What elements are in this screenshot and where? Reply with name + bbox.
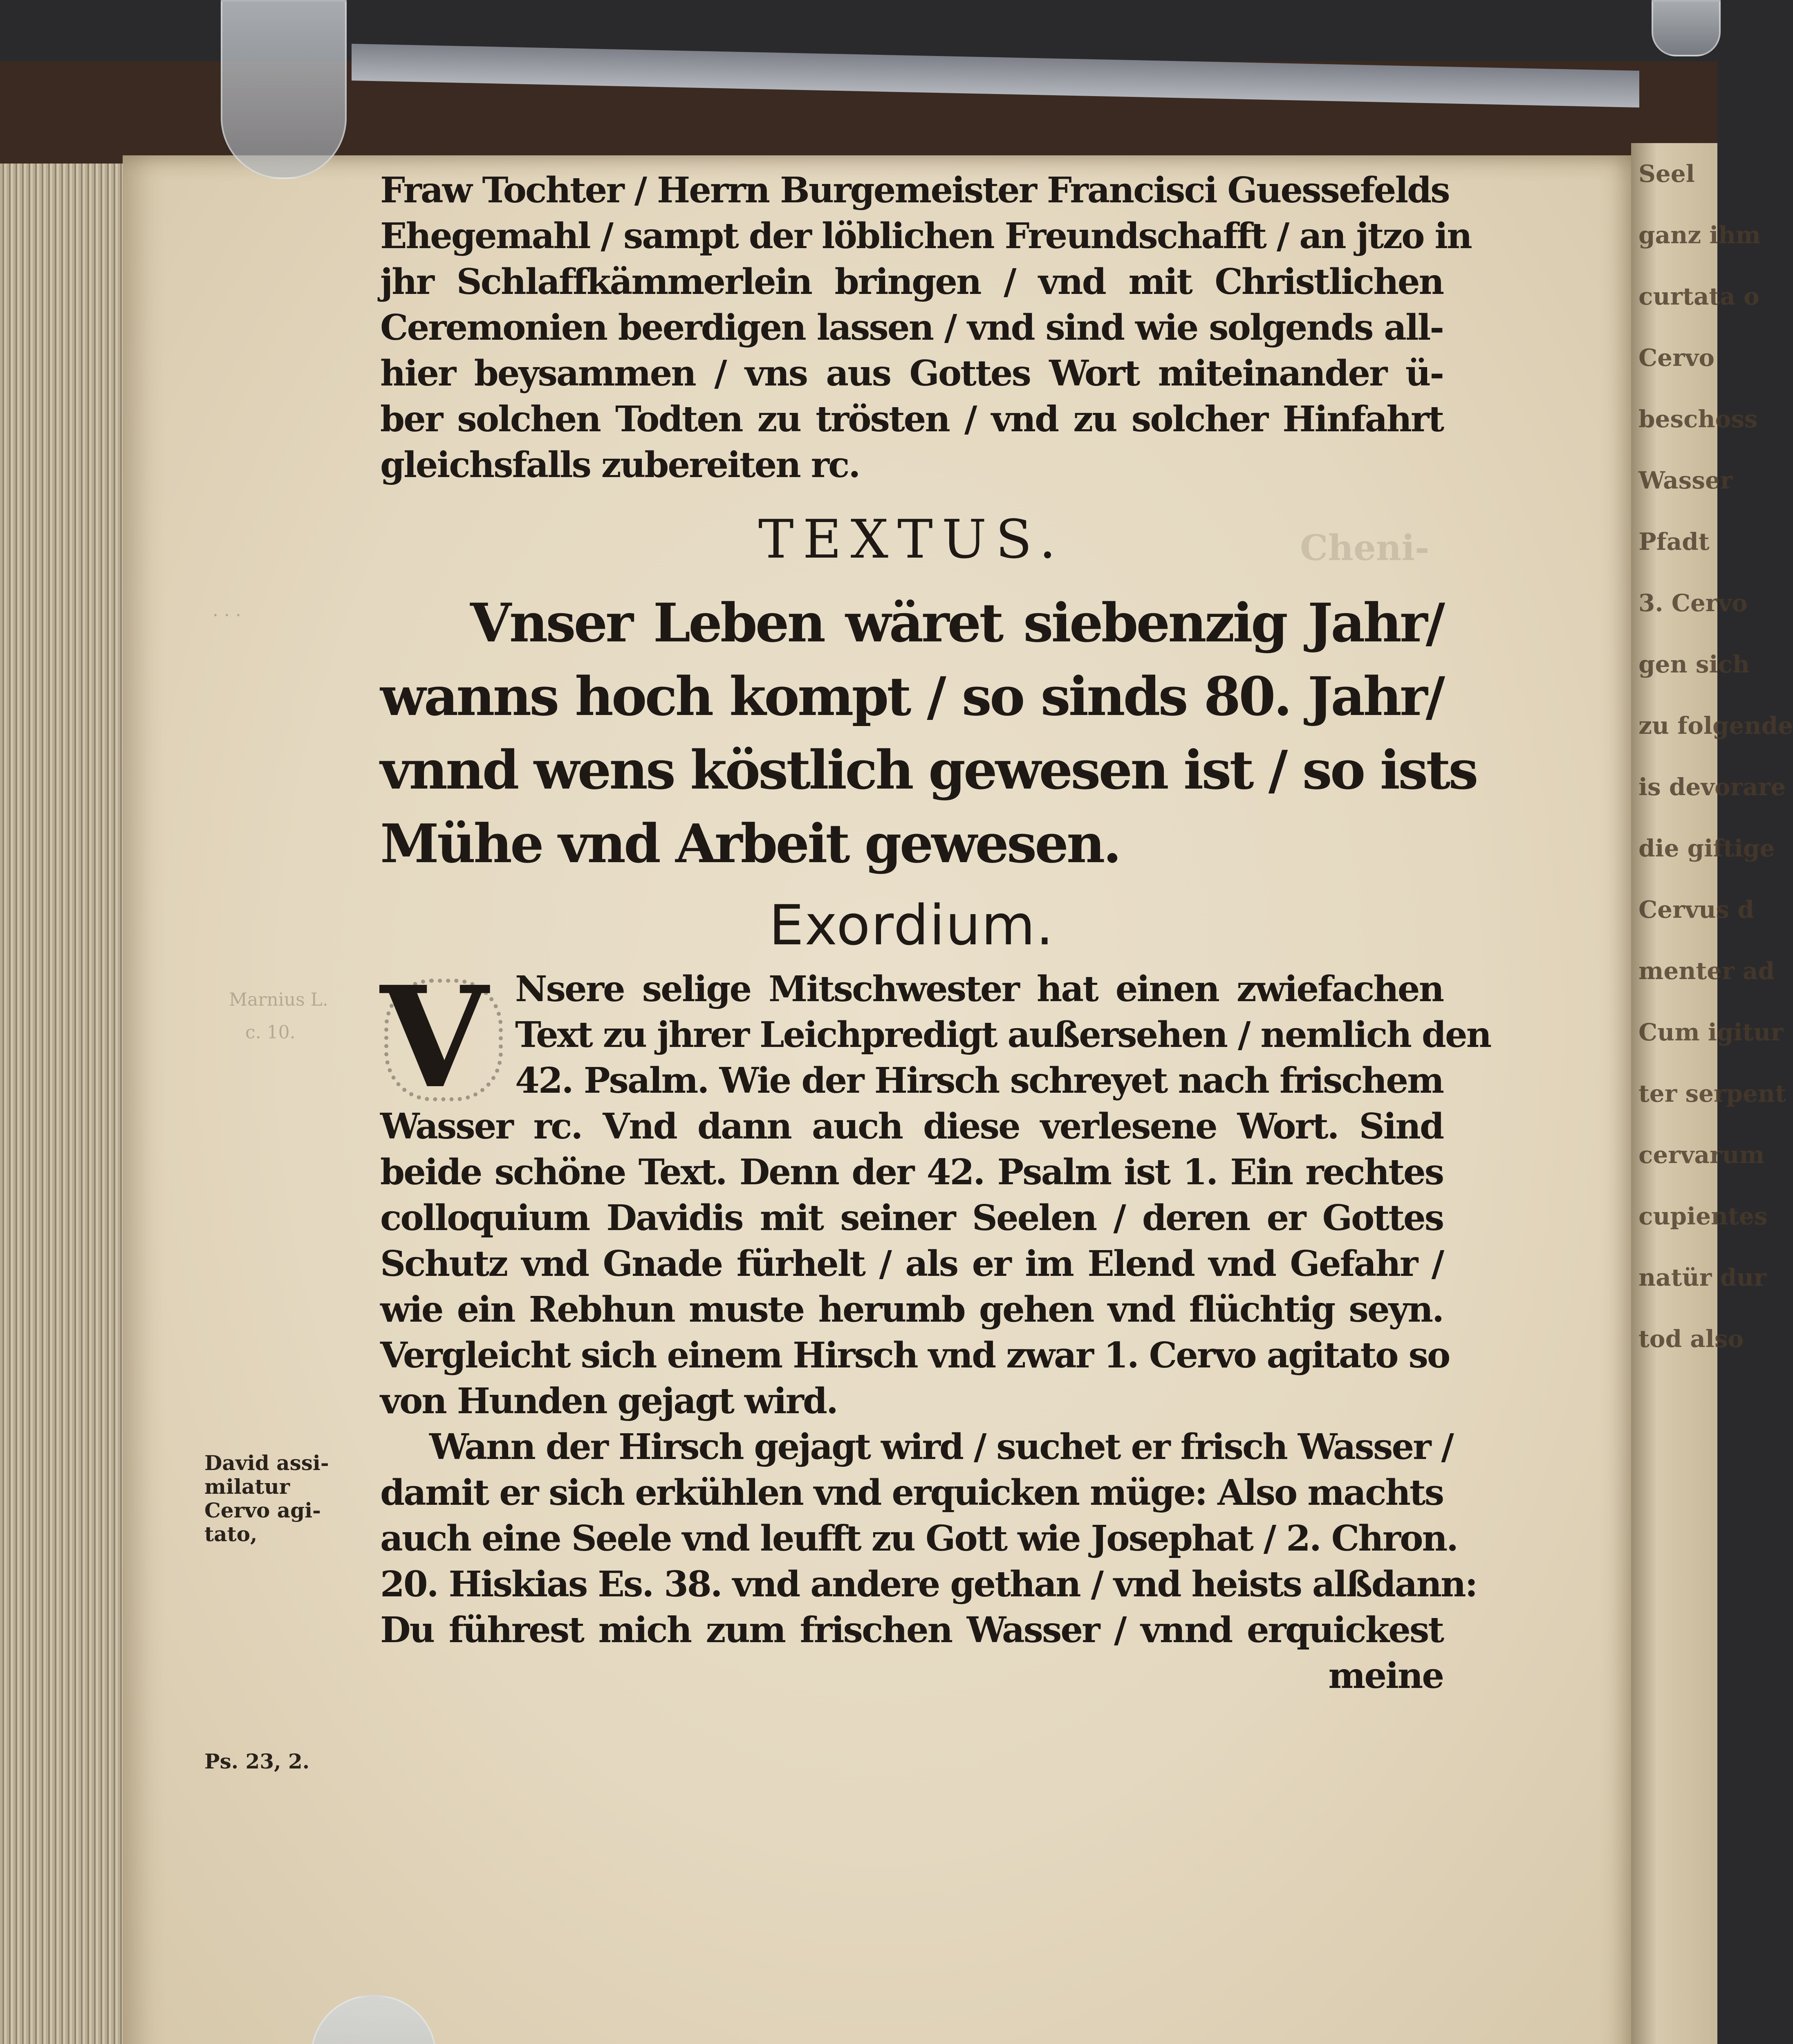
intro-line: hier beysammen / vns aus Gottes Wort miteinander ü- — [380, 353, 1443, 394]
margin-note-line: tato, — [204, 1522, 258, 1546]
second-paragraph — [380, 1424, 1477, 1653]
facing-page-fragment: curtata o — [1638, 282, 1759, 310]
verse-line: vnnd wens köstlich gewesen ist / so ists — [380, 739, 1477, 801]
facing-page-fragment: 3. Cervo — [1638, 589, 1748, 617]
facing-page-fragment: cervarum — [1638, 1141, 1765, 1169]
intro-line: Fraw Tochter / Herrn Burgemeister Francisci Guessefelds — [380, 170, 1449, 211]
facing-page-fragment: Cervus d — [1638, 896, 1754, 923]
exordium-heading: Exordium. — [769, 893, 1054, 957]
facing-page-edge — [1631, 143, 1793, 2044]
margin-note-david — [204, 1451, 360, 1546]
facing-page-fragment: tod also — [1638, 1325, 1744, 1353]
margin-note-line: Cervo agi- — [204, 1498, 321, 1522]
exordium-line: 42. Psalm. Wie der Hirsch schreyet nach frischem — [515, 1060, 1443, 1101]
exordium-line: beide schöne Text. Denn der 42. Psalm ist 1. Ein rechtes — [380, 1152, 1443, 1193]
bleed-mark-ref: c. 10. — [245, 1022, 296, 1043]
facing-page-fragment: beschoss — [1638, 405, 1758, 433]
facing-page-fragment: menter ad — [1638, 957, 1775, 985]
facing-page-fragment: is devorare — [1638, 773, 1786, 801]
verse-line: wanns hoch kompt / so sinds 80. Jahr/ — [380, 665, 1443, 728]
margin-note-line: David assi- — [204, 1451, 329, 1475]
exordium-line: wie ein Rebhun muste herumb gehen vnd flüchtig seyn. — [380, 1289, 1443, 1330]
drop-cap: V — [380, 970, 515, 1105]
bleed-mark: · · · — [213, 605, 241, 626]
bleed-mark-marnius: Marnius L. — [229, 989, 328, 1010]
facing-page-fragment: ganz ihm — [1638, 221, 1761, 249]
exordium-paragraph — [380, 956, 1491, 1424]
facing-page-fragment: die giftige — [1638, 834, 1775, 862]
left-page-stack — [0, 164, 137, 2044]
exordium-line: Vergleicht sich einem Hirsch vnd zwar 1. Cervo agitato so — [380, 1335, 1450, 1376]
intro-line: Ceremonien beerdigen lassen / vnd sind wie solgends all- — [380, 307, 1443, 348]
verse-line: Mühe vnd Arbeit gewesen. — [380, 812, 1120, 875]
exordium-line: colloquium Davidis mit seiner Seelen / deren er Gottes — [380, 1197, 1443, 1239]
facing-page-fragment: Wasser — [1638, 466, 1733, 494]
textus-heading: TEXTUS. — [758, 508, 1065, 570]
margin-note-psalm-ref: Ps. 23, 2. — [204, 1749, 310, 1773]
exordium-line: Wasser rc. Vnd dann auch diese verlesene Wort. Sind — [380, 1106, 1443, 1147]
main-text — [380, 168, 1491, 1699]
psalm-verse — [380, 586, 1477, 881]
paragraph-line: damit er sich erkühlen vnd erquicken müge: Also machts — [380, 1472, 1443, 1513]
exordium-line: von Hunden gejagt wird. — [380, 1381, 837, 1422]
facing-page-fragment: cupientes — [1638, 1202, 1768, 1230]
paragraph-line: Wann der Hirsch gejagt wird / suchet er frisch Wasser / — [429, 1426, 1453, 1468]
intro-line: Ehegemahl / sampt der löblichen Freundschafft / an jtzo in — [380, 215, 1471, 257]
exordium-line: Nsere selige Mitschwester hat einen zwiefachen — [515, 968, 1443, 1010]
facing-page-fragment: natür dur — [1638, 1264, 1766, 1291]
facing-page-fragment: Pfadt — [1638, 528, 1710, 556]
bleed-text: Cheni- — [1300, 527, 1430, 569]
page-clip-right — [1652, 0, 1721, 56]
paragraph-line: auch eine Seele vnd leufft zu Gott wie Josephat / 2. Chron. — [380, 1518, 1457, 1559]
facing-page-fragment: Seel — [1638, 160, 1695, 188]
facing-page-fragment: Cervo — [1638, 344, 1715, 372]
catchword: meine — [1328, 1655, 1443, 1697]
margin-note-line: milatur — [204, 1475, 290, 1499]
facing-page-fragment: gen sich — [1638, 650, 1750, 678]
exordium-line: Text zu jhrer Leichpredigt außersehen / nemlich den — [515, 1014, 1491, 1056]
paragraph-line: Du führest mich zum frischen Wasser / vnnd erquickest — [380, 1609, 1443, 1651]
facing-page-fragment: Cum igitur — [1638, 1018, 1784, 1046]
verse-line: Vnser Leben wäret siebenzig Jahr/ — [470, 592, 1443, 654]
paragraph-line: 20. Hiskias Es. 38. vnd andere gethan / vnd heists alßdann: — [380, 1564, 1477, 1605]
facing-page-fragment: ter serpent — [1638, 1080, 1786, 1107]
facing-page-fragment: zu folgende — [1638, 712, 1793, 740]
intro-line: ber solchen Todten zu trösten / vnd zu solcher Hinfahrt — [380, 399, 1443, 440]
intro-line: gleichsfalls zubereiten rc. — [380, 444, 860, 486]
exordium-line: Schutz vnd Gnade fürhelt / als er im Elend vnd Gefahr / — [380, 1243, 1443, 1284]
intro-line: jhr Schlaffkämmerlein bringen / vnd mit Christlichen — [380, 261, 1443, 303]
page-clip-top — [221, 0, 347, 179]
